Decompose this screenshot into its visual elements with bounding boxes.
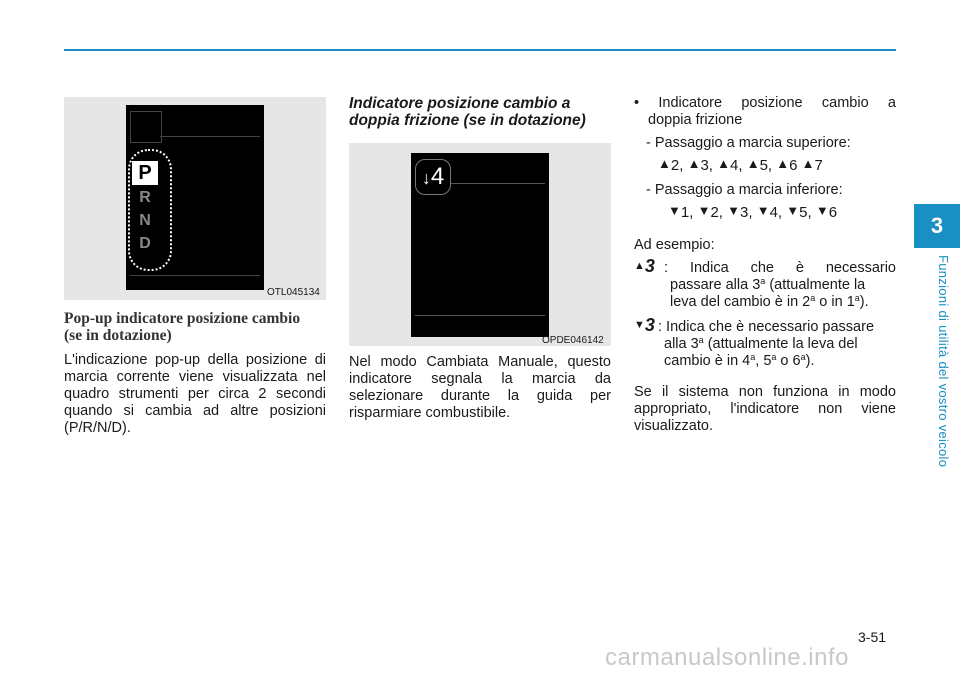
ex2-text: (attualmente la leva del xyxy=(703,336,858,352)
arrow-up-icon: ▲ xyxy=(658,156,671,171)
screen-line xyxy=(160,136,260,137)
downshift-label: - Passaggio a marcia inferiore: xyxy=(646,182,843,198)
section-heading-line2: doppia frizione (se in dotazione) xyxy=(349,112,586,129)
ex1-text: (attualmente la xyxy=(765,277,866,293)
section-title-vertical xyxy=(937,255,957,495)
arrow-up-icon: ▲ xyxy=(801,156,815,171)
cluster-screen xyxy=(126,105,264,290)
ex1-text: leva del cambio è in 2 xyxy=(670,294,811,310)
upshift-gears xyxy=(634,155,896,174)
down-gear: 3, xyxy=(740,204,753,221)
up-gear: 4, xyxy=(730,157,743,174)
indicator-gear: 4 xyxy=(430,163,445,190)
gear-indicator-box xyxy=(415,159,451,195)
up-gear: 2, xyxy=(670,157,684,174)
ordinal: a xyxy=(698,335,704,345)
arrow-up-icon: ▲ xyxy=(746,156,760,171)
cluster-screen xyxy=(411,153,549,337)
page-number: 3-51 xyxy=(858,629,887,645)
ordinal: a xyxy=(760,276,766,286)
ex1-line2 xyxy=(634,277,896,294)
chapter-number: 3 xyxy=(930,213,944,238)
ex2-line2 xyxy=(634,336,896,353)
figure-caption-line1: Pop-up indicatore posizione cambio xyxy=(64,310,301,327)
ordinal: a xyxy=(750,352,756,362)
gear-n: N xyxy=(139,212,151,229)
chapter-tab xyxy=(914,204,960,248)
ordinal: a xyxy=(771,352,777,362)
downshift-3-icon: ▼3 xyxy=(634,315,655,335)
ex2-text: cambio è in 4 xyxy=(664,353,751,369)
example-gear: 3 xyxy=(644,256,655,276)
ex1-text: o in 1 xyxy=(815,294,855,310)
section-heading-line1: Indicatore posizione cambio a xyxy=(349,95,571,112)
down-gear: 2, xyxy=(710,204,723,221)
up-gear: 3, xyxy=(700,157,713,174)
left-body-text: L'indicazione pop-up della posizione di marcia corrente viene visualizzata nel quadro strumenti per circa 2 secondi quando si cambia ad altre posizioni (P/R/N/D). xyxy=(64,352,326,436)
screen-line xyxy=(130,275,260,276)
ordinal: a xyxy=(800,352,806,362)
ex2-line3 xyxy=(634,353,896,370)
ex2-line1: : Indica che è necessario passare xyxy=(658,319,875,335)
example-upshift xyxy=(634,256,896,311)
right-footer-note: Se il sistema non funziona in modo appropriato, l'indicatore non viene visualizzato. xyxy=(634,384,896,434)
example-label: Ad esempio: xyxy=(634,237,715,253)
figure-caption-line2: (se in dotazione) xyxy=(64,327,172,344)
bullet-item: • Indicatore posizione cambio a xyxy=(634,95,896,111)
screen-frame xyxy=(130,111,162,143)
ex1-line3 xyxy=(634,294,896,311)
arrow-up-icon: ▲ xyxy=(687,156,701,171)
down-gear: 1, xyxy=(680,204,694,221)
down-gear: 4, xyxy=(769,204,783,221)
gear-d: D xyxy=(139,235,151,252)
section-title: Funzioni di utilità del vostro veicolo xyxy=(936,255,951,468)
up-gear: 7 xyxy=(814,157,823,174)
ex1-text: ). xyxy=(859,294,869,310)
ordinal: a xyxy=(810,293,816,303)
gear-popup-figure xyxy=(64,97,326,300)
upshift-3-icon: ▲3 xyxy=(634,256,655,276)
arrow-down-icon: ▼ xyxy=(668,203,681,218)
arrow-down-icon: ▼ xyxy=(815,203,829,218)
downshift-gears xyxy=(634,202,896,221)
figure-code: OPDE046142 xyxy=(542,335,604,346)
up-gear: 6 xyxy=(789,157,798,174)
arrow-down-icon: ▼ xyxy=(786,203,800,218)
screen-line xyxy=(415,315,545,316)
ex2-text: ). xyxy=(805,353,815,369)
figure-code: OTL045134 xyxy=(267,287,320,298)
ex1-line1: : Indica che è necessario xyxy=(664,260,896,276)
ex2-text: , 5 xyxy=(755,353,772,369)
down-gear: 5, xyxy=(799,204,812,221)
arrow-down-icon: ▼ xyxy=(756,203,770,218)
ex2-text: alla 3 xyxy=(664,336,699,352)
screen-line xyxy=(451,183,545,184)
bullet-item-cont: doppia frizione xyxy=(648,112,743,128)
up-gear: 5, xyxy=(759,157,773,174)
arrow-down-icon: ▼ xyxy=(697,203,711,218)
gear-r: R xyxy=(139,189,151,206)
middle-body-text: Nel modo Cambiata Manuale, questo indicatore segnala la marcia da selezionare durante la guida per risparmiare combustibile. xyxy=(349,354,611,421)
arrow-up-icon: ▲ xyxy=(776,156,790,171)
watermark: carmanualsonline.info xyxy=(605,644,849,671)
ex2-text: o 6 xyxy=(776,353,801,369)
arrow-up-icon: ▲ xyxy=(717,156,730,171)
example-downshift xyxy=(634,315,896,370)
upshift-label: - Passaggio a marcia superiore: xyxy=(646,135,851,151)
example-gear: 3 xyxy=(644,315,655,335)
arrow-down-icon: ▼ xyxy=(727,203,740,218)
gear-p: P xyxy=(132,161,158,185)
header-rule xyxy=(64,49,896,51)
dct-indicator-figure xyxy=(349,143,611,346)
arrow-down-icon: ↓ xyxy=(421,168,431,188)
ordinal: a xyxy=(854,293,860,303)
down-gear: 6 xyxy=(828,204,838,221)
ex1-text: passare alla 3 xyxy=(670,277,761,293)
